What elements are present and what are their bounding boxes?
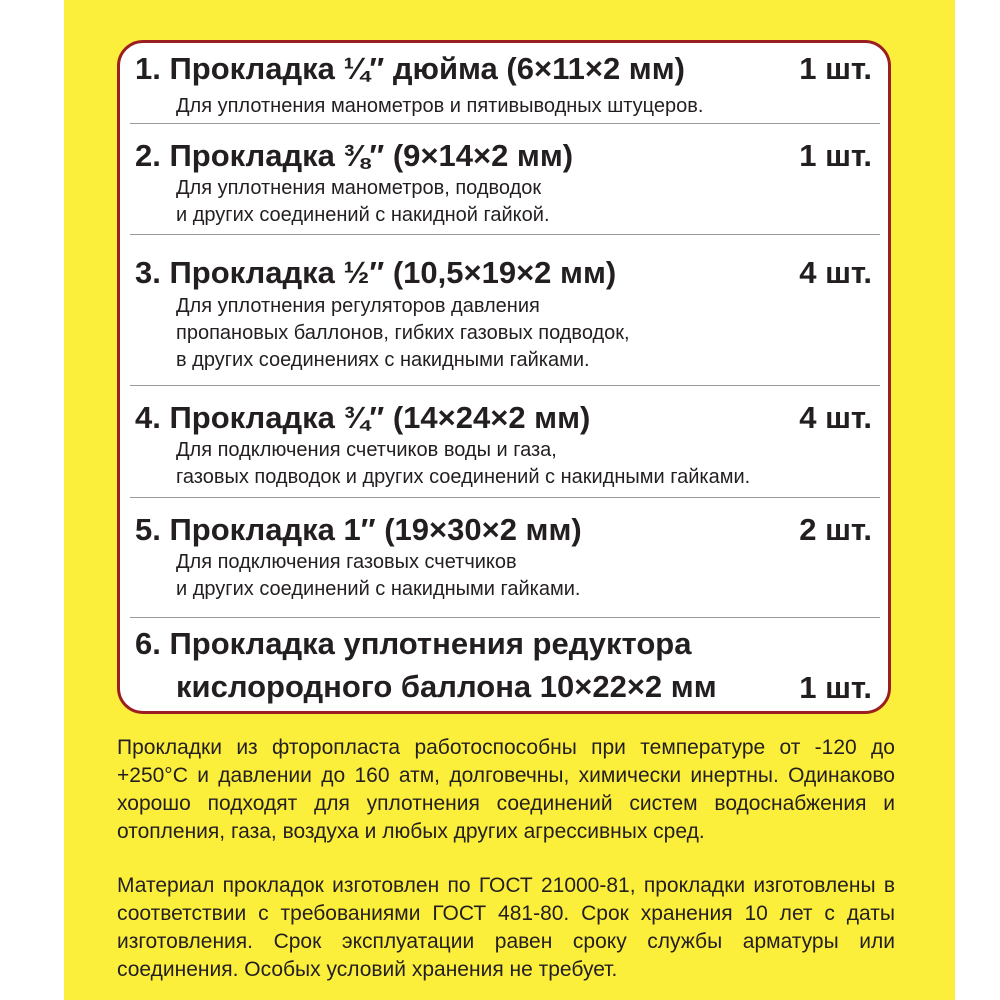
item-title: 2. Прокладка ⅜″ (9×14×2 мм) <box>135 138 574 173</box>
item-description: и других соединений с накидными гайками. <box>176 578 581 600</box>
item-description: Для подключения счетчиков воды и газа, <box>176 439 557 461</box>
item-title: 5. Прокладка 1″ (19×30×2 мм) <box>135 512 582 547</box>
item-title: 4. Прокладка ¾″ (14×24×2 мм) <box>135 400 591 435</box>
item-quantity: 4 шт. <box>799 255 872 290</box>
item-description: пропановых баллонов, гибких газовых подводок, <box>176 322 630 344</box>
item-quantity: 2 шт. <box>799 512 872 547</box>
item-description: газовых подводок и других соединений с накидными гайками. <box>176 466 751 488</box>
list-item-3 <box>130 235 880 386</box>
item-description: и других соединений с накидной гайкой. <box>176 204 550 226</box>
list-item-1 <box>130 51 880 124</box>
item-quantity: 1 шт. <box>799 670 872 705</box>
list-item-6 <box>130 618 880 708</box>
item-quantity: 4 шт. <box>799 400 872 435</box>
item-title: 6. Прокладка уплотнения редуктора кислородного баллона 10×22×2 мм <box>135 626 717 704</box>
item-quantity: 1 шт. <box>799 138 872 173</box>
item-description: в других соединениях с накидными гайками. <box>176 349 590 371</box>
item-quantity: 1 шт. <box>799 51 872 86</box>
item-description: Для уплотнения манометров и пятивыводных штуцеров. <box>176 95 704 117</box>
item-title: 1. Прокладка ¼″ дюйма (6×11×2 мм) <box>135 51 685 86</box>
item-title: 3. Прокладка ½″ (10,5×19×2 мм) <box>135 255 617 290</box>
list-item-4 <box>130 386 880 498</box>
item-description: Для уплотнения регуляторов давления <box>176 295 540 317</box>
description-paragraph: Прокладки из фторопласта работоспособны при температуре от -120 до +250°С и давлении до 160 атм, долговечны, химически инертны. Одинаково хорошо подходят для уплотнения соединений систем водоснабжения и отопления, газа, воздуха и любых других агрессивных сред. <box>117 736 895 843</box>
list-item-5 <box>130 498 880 618</box>
item-description: Для уплотнения манометров, подводок <box>176 177 542 199</box>
list-item-2 <box>130 124 880 235</box>
gasket-list-card <box>117 40 891 714</box>
standards-paragraph: Материал прокладок изготовлен по ГОСТ 21000-81, прокладки изготовлены в соответствии с требованиями ГОСТ 481-80. Срок хранения 10 лет с даты изготовления. Срок эксплуатации равен сроку службы арматуры или соединения. Особых условий хранения не требует. <box>117 874 895 981</box>
item-description: Для подключения газовых счетчиков <box>176 551 517 573</box>
